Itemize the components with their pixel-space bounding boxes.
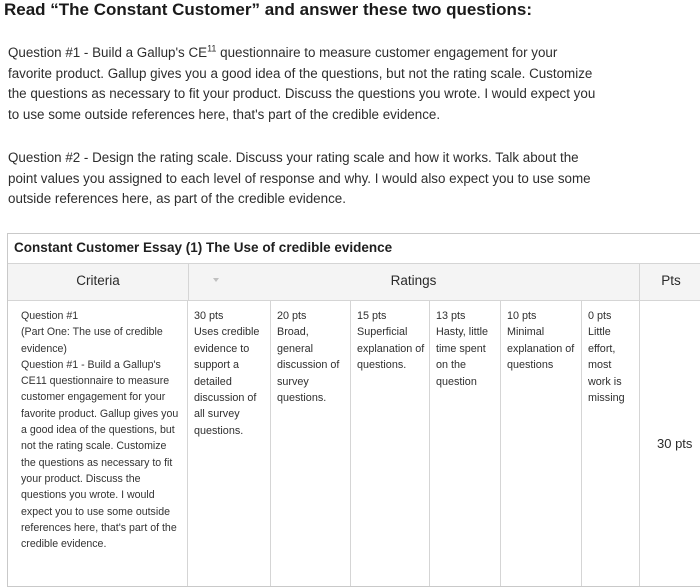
question-1-text [8, 43, 598, 125]
rating-points: 15 pts [357, 310, 387, 322]
points-column-header: Pts [639, 264, 700, 300]
ratings-group [188, 300, 639, 586]
ratings-column-header: Ratings [390, 273, 437, 288]
rating-30[interactable] [188, 300, 271, 586]
rubric-title: Constant Customer Essay (1) The Use of credible evidence [14, 240, 393, 255]
rating-0[interactable] [582, 300, 639, 586]
rating-15[interactable] [351, 300, 430, 586]
rating-description: Hasty, little time spent on the question [436, 326, 488, 388]
rating-points: 30 pts [194, 310, 224, 322]
rubric-criterion-row [8, 300, 700, 586]
criterion-part: (Part One: The use of credible evidence) [21, 326, 163, 355]
rating-20[interactable] [271, 300, 351, 586]
criterion-label: Question #1 [21, 310, 79, 322]
rating-points: 0 pts [588, 310, 612, 322]
rating-description: Uses credible evidence to support a detailed discussion of all survey questions. [194, 326, 260, 437]
rating-description: Minimal explanation of questions [507, 326, 575, 372]
criterion-description: Question #1 - Build a Gallup's CE11 questionnaire to measure customer engagement for your favorite product. Gallup gives you a good idea of the questions, but not the rating scale. Customize the questions as necessary to fit your product. Discuss the questions you wrote. I would expect you to use some outside references here, that's part of the credible evidence. [21, 358, 179, 551]
question-1-body: questionnaire to measure customer engagement for your favorite product. Gallup gives you a good idea of the questions, but not the rating scale. Customize the questions as necessary to fit your product. Discuss the questions you wrote. I would expect you to use some outside references here, that's part of the credible evidence. [8, 45, 596, 122]
rating-description: Broad, general discussion of survey questions. [277, 326, 340, 405]
rating-points: 13 pts [436, 310, 466, 322]
rating-10[interactable] [501, 300, 582, 586]
question-1-superscript: 11 [207, 43, 217, 54]
rating-points: 20 pts [277, 310, 307, 322]
rating-description: Superficial explanation of questions. [357, 326, 425, 372]
rubric-header-row [8, 263, 700, 301]
criterion-cell [8, 300, 188, 586]
question-2-text: Question #2 - Design the rating scale. Discuss your rating scale and how it works. Talk about the point values you assigned to each level of response and why. I would also expect you to use some outside references here, as part of the credible evidence. [8, 150, 591, 206]
rating-description: Little effort, most work is missing [588, 326, 625, 405]
page-heading: Read “The Constant Customer” and answer these two questions: [4, 0, 533, 19]
criteria-column-header: Criteria [8, 264, 189, 300]
rubric-table [7, 233, 700, 587]
question-1-lead: Question #1 - Build a Gallup's CE [8, 45, 208, 60]
rating-points: 10 pts [507, 310, 537, 322]
points-cell [639, 300, 700, 586]
criterion-points-value: 30 pts [657, 436, 693, 451]
rating-13[interactable] [430, 300, 501, 586]
